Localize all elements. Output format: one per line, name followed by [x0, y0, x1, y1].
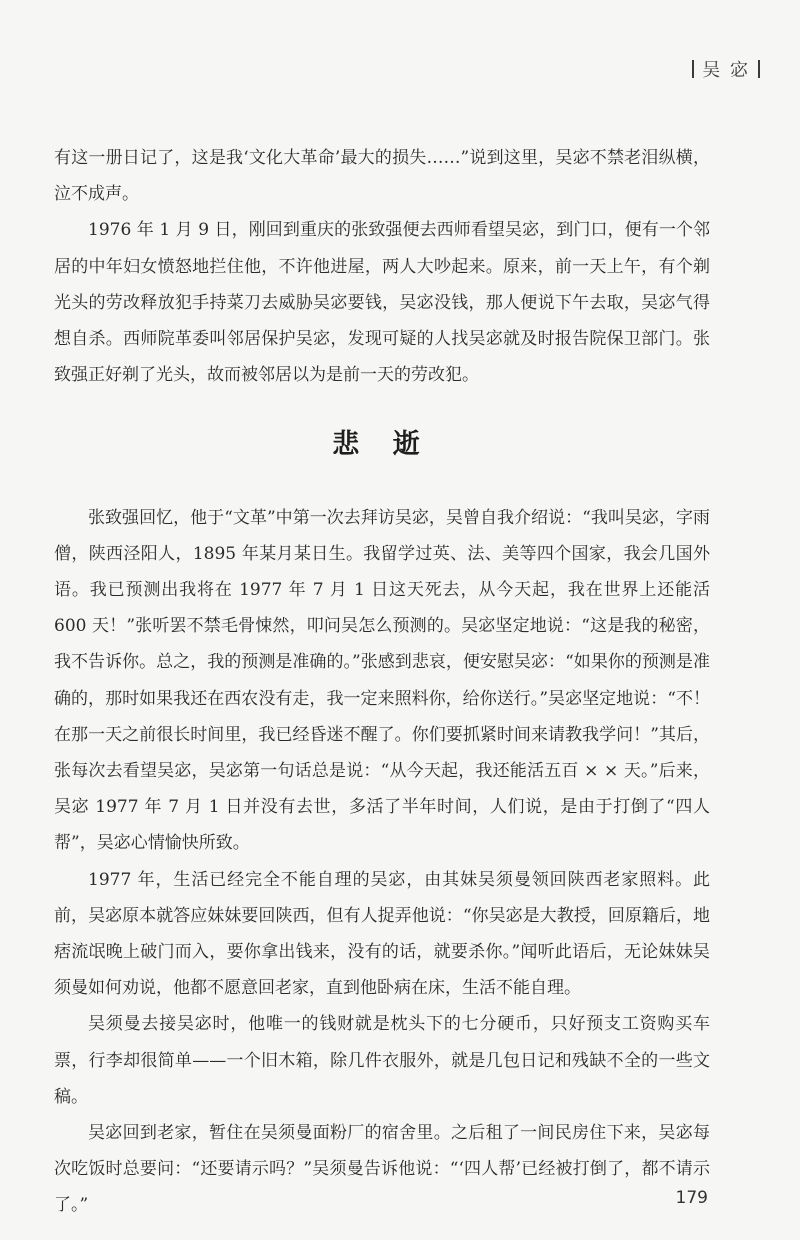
- paragraph: 吴须曼去接吴宓时，他唯一的钱财就是枕头下的七分硬币，只好预支工资购买车票，行李却很简单——一个旧木箱，除几件衣服外，就是几包日记和残缺不全的一些文稿。: [54, 1014, 710, 1107]
- header-bar-right: [758, 60, 760, 78]
- header-title: 吴 宓: [702, 60, 750, 81]
- page-number: 179: [675, 1188, 708, 1208]
- running-header: [692, 56, 760, 82]
- paragraph: 1977 年，生活已经完全不能自理的吴宓，由其妹吴须曼领回陕西老家照料。此前，吴宓原本就答应妹妹要回陕西，但有人捉弄他说：“你吴宓是大教授，回原籍后，地痞流氓晚上破门而入，要你拿出钱来，没有的话，就要杀你。”闻听此语后，无论妹妹吴须曼如何劝说，他都不愿意回老家，直到他卧病在床，生活不能自理。: [54, 869, 710, 999]
- paragraph: 吴宓回到老家，暂住在吴须曼面粉厂的宿舍里。之后租了一间民房住下来，吴宓每次吃饭时总要问：“还要请示吗？”吴须曼告诉他说：“‘四人帮’已经被打倒了，都不请示了。”: [54, 1123, 710, 1216]
- body-text: [54, 140, 710, 1224]
- section-title: 悲 逝: [332, 429, 432, 461]
- paragraph-continuation: 有这一册日记了，这是我‘文化大革命’最大的损失……”说到这里，吴宓不禁老泪纵横，泣不成声。: [54, 148, 710, 205]
- paragraph: 张致强回忆，他于“文革”中第一次去拜访吴宓，吴曾自我介绍说：“我叫吴宓，字雨僧，陕西泾阳人，1895 年某月某日生。我留学过英、法、美等四个国家，我会几国外语。我已预测出我将在 1977 年 7 月 1 日这天死去，从今天起，我在世界上还能活 600 天！”张听罢不禁毛骨悚然，叩问吴怎么预测的。吴宓坚定地说：“这是我的秘密，我不告诉你。总之，我的预测是准确的。”张感到悲哀，便安慰吴宓：“如果你的预测是准确的，那时如果我还在西农没有走，我一定来照料你，给你送行。”吴宓坚定地说：“不！在那一天之前很长时间里，我已经昏迷不醒了。你们要抓紧时间来请教我学问！”其后，张每次去看望吴宓，吴宓第一句话总是说：“从今天起，我还能活五百 × × 天。”后来，吴宓 1977 年 7 月 1 日并没有去世，多活了半年时间，人们说，是由于打倒了“四人帮”，吴宓心情愉快所致。: [54, 507, 710, 854]
- paragraph: 1976 年 1 月 9 日，刚回到重庆的张致强便去西师看望吴宓，到门口，便有一个邻居的中年妇女愤怒地拦住他，不许他进屋，两人大吵起来。原来，前一天上午，有个剃光头的劳改释放犯手持菜刀去威胁吴宓要钱，吴宓没钱，那人便说下午去取，吴宓气得想自杀。西师院革委叫邻居保护吴宓，发现可疑的人找吴宓就及时报告院保卫部门。张致强正好剃了光头，故而被邻居以为是前一天的劳改犯。: [54, 220, 710, 386]
- header-bar-left: [692, 60, 694, 78]
